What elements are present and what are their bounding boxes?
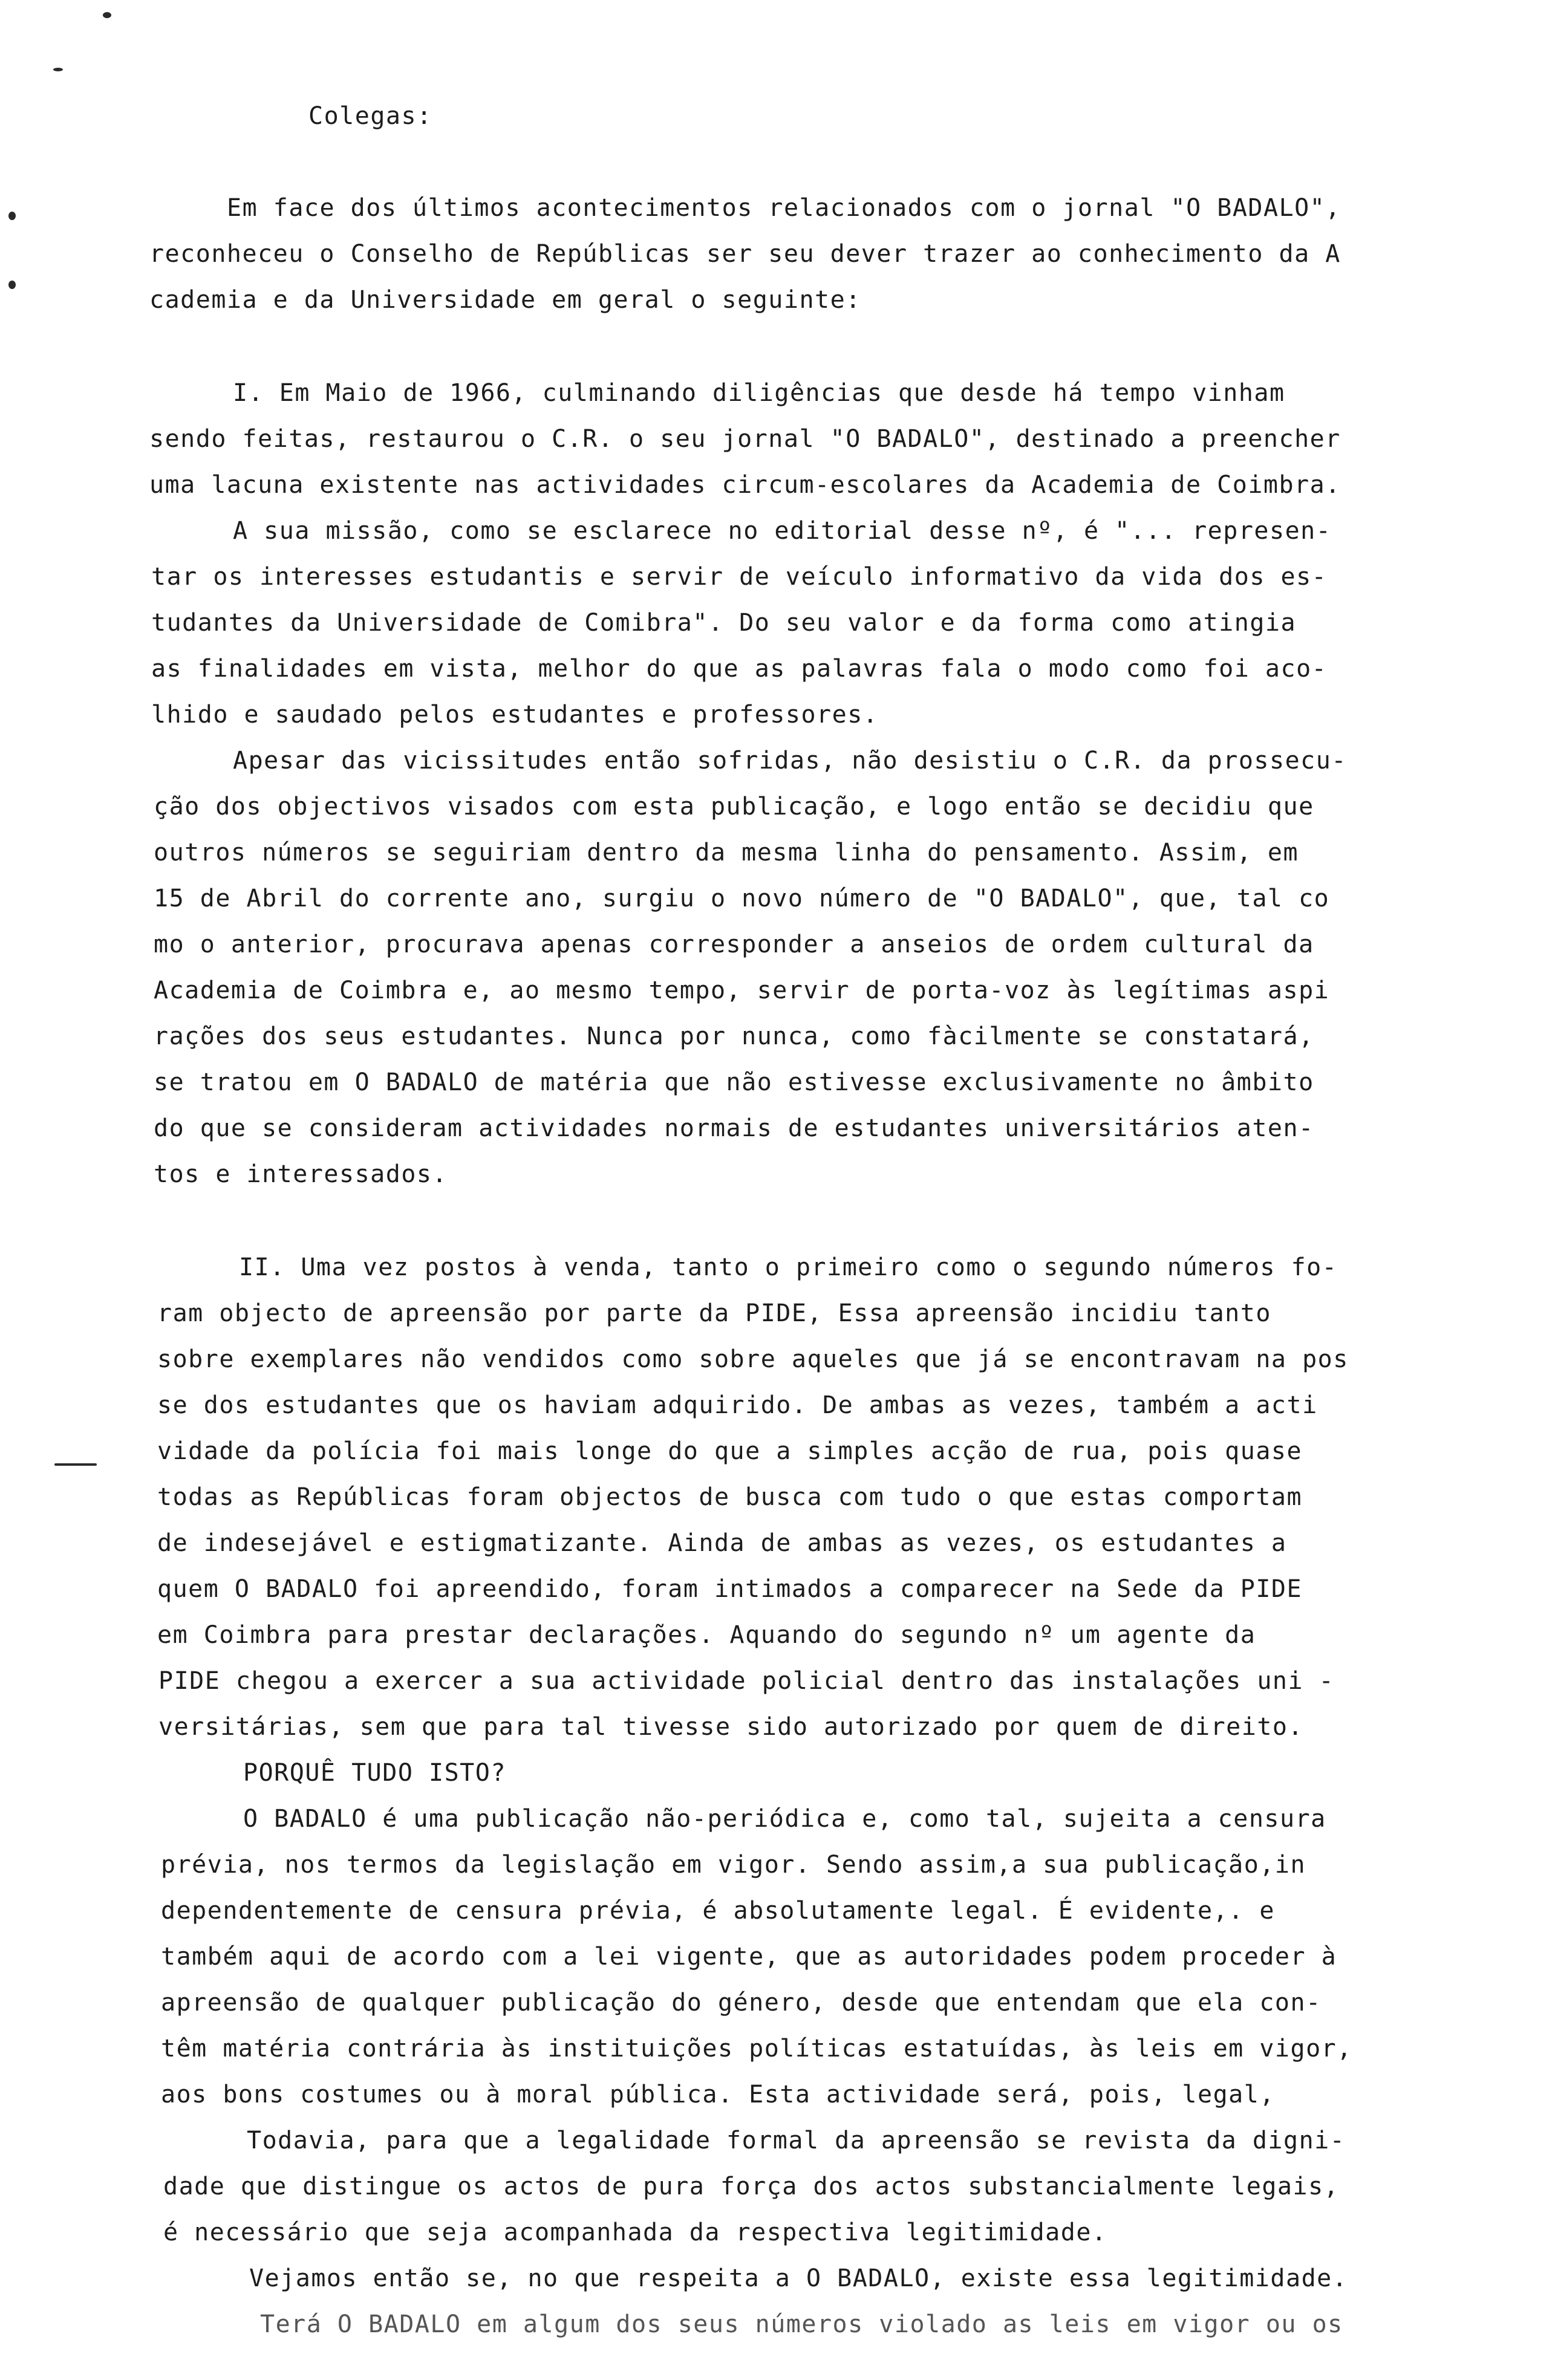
scan-speck — [8, 212, 16, 220]
text-line: vidade da polícia foi mais longe do que a simples acção de rua, pois quase — [157, 1437, 1303, 1465]
text-line: dade que distingue os actos de pura força dos actos substancialmente legais, — [163, 2173, 1340, 2200]
text-line: ram objecto de apreensão por parte da PIDE, Essa apreensão incidiu tanto — [157, 1299, 1271, 1327]
text-line: as finalidades em vista, melhor do que as palavras fala o modo como foi aco- — [151, 655, 1328, 683]
text-line: PIDE chegou a exercer a sua actividade policial dentro das instalações uni - — [158, 1667, 1335, 1695]
text-line: em Coimbra para prestar declarações. Aquando do segundo nº um agente da — [157, 1621, 1256, 1649]
text-line: ção dos objectivos visados com esta publicação, e logo então se decidiu que — [154, 793, 1314, 821]
text-line: todas as Repúblicas foram objectos de busca com tudo o que estas comportam — [157, 1483, 1303, 1511]
text-line: Academia de Coimbra e, ao mesmo tempo, servir de porta-voz às legítimas aspi — [154, 977, 1330, 1004]
text-line: têm matéria contrária às instituições políticas estatuídas, às leis em vigor, — [161, 2035, 1352, 2063]
text-line: Vejamos então se, no que respeita a O BADALO, existe essa legitimidade. — [249, 2265, 1348, 2292]
scan-speck — [53, 68, 63, 71]
text-line: prévia, nos termos da legislação em vigor. Sendo assim,a sua publicação,in — [161, 1851, 1306, 1879]
section-heading-line: I. Em Maio de 1966, culminando diligências que desde há tempo vinham — [233, 379, 1285, 407]
text-line: apreensão de qualquer publicação do género, desde que entendam que ela con- — [161, 1989, 1322, 2017]
text-line: Terá O BADALO em algum dos seus números violado as leis em vigor ou os — [260, 2310, 1343, 2338]
text-line: se tratou em O BADALO de matéria que não estivesse exclusivamente no âmbito — [154, 1068, 1314, 1096]
text-line: Em face dos últimos acontecimentos relacionados com o jornal "O BADALO", — [227, 194, 1341, 222]
text-line: A sua missão, como se esclarece no editorial desse nº, é "... represen- — [233, 517, 1332, 545]
text-line: tar os interesses estudantis e servir de veículo informativo da vida dos es- — [151, 563, 1328, 591]
text-line: lhido e saudado pelos estudantes e professores. — [151, 701, 879, 729]
text-line: sendo feitas, restaurou o C.R. o seu jornal "O BADALO", destinado a preencher — [149, 425, 1341, 453]
text-line: também aqui de acordo com a lei vigente, que as autoridades podem proceder à — [161, 1943, 1337, 1971]
scan-speck — [8, 281, 16, 289]
text-line: versitárias, sem que para tal tivesse sido autorizado por quem de direito. — [158, 1713, 1304, 1741]
text-line: se dos estudantes que os haviam adquirido. De ambas as vezes, também a acti — [157, 1391, 1318, 1419]
section-heading-line: II. Uma vez postos à venda, tanto o primeiro como o segundo números fo- — [239, 1253, 1338, 1281]
text-line: dependentemente de censura prévia, é absolutamente legal. É evidente,. e — [161, 1897, 1275, 1925]
subheading-line: PORQUÊ TUDO ISTO? — [243, 1759, 506, 1787]
text-line: de indesejável e estigmatizante. Ainda de ambas as vezes, os estudantes a — [157, 1529, 1287, 1557]
text-line: rações dos seus estudantes. Nunca por nunca, como fàcilmente se constatará, — [154, 1023, 1314, 1050]
text-line: tudantes da Universidade de Comibra". Do seu valor e da forma como atingia — [151, 609, 1297, 637]
text-line: outros números se seguiriam dentro da mesma linha do pensamento. Assim, em — [154, 839, 1299, 866]
text-line: reconheceu o Conselho de Repúblicas ser seu dever trazer ao conhecimento da A — [149, 240, 1341, 268]
text-line: quem O BADALO foi apreendido, foram intimados a comparecer na Sede da PIDE — [157, 1575, 1303, 1603]
text-line: do que se consideram actividades normais de estudantes universitários aten- — [154, 1114, 1314, 1142]
text-line: Todavia, para que a legalidade formal da apreensão se revista da digni- — [247, 2127, 1346, 2154]
scan-speck — [54, 1463, 97, 1466]
text-line: é necessário que seja acompanhada da respectiva legitimidade. — [163, 2219, 1107, 2246]
scan-speck — [103, 12, 111, 18]
text-line: 15 de Abril do corrente ano, surgiu o novo número de "O BADALO", que, tal co — [154, 885, 1330, 912]
text-line: aos bons costumes ou à moral pública. Esta actividade será, pois, legal, — [161, 2081, 1275, 2109]
text-line: mo o anterior, procurava apenas corresponder a anseios de ordem cultural da — [154, 931, 1314, 958]
text-line: O BADALO é uma publicação não-periódica e, como tal, sujeita a censura — [243, 1805, 1326, 1833]
text-line: uma lacuna existente nas actividades circum-escolares da Academia de Coimbra. — [149, 471, 1341, 499]
text-line: sobre exemplares não vendidos como sobre aqueles que já se encontravam na pos — [157, 1345, 1349, 1373]
text-line: Apesar das vicissitudes então sofridas, não desistiu o C.R. da prossecu- — [233, 747, 1347, 775]
salutation: Colegas: — [308, 102, 432, 130]
text-line: tos e interessados. — [154, 1160, 448, 1188]
text-line: cademia e da Universidade em geral o seguinte: — [149, 286, 861, 314]
